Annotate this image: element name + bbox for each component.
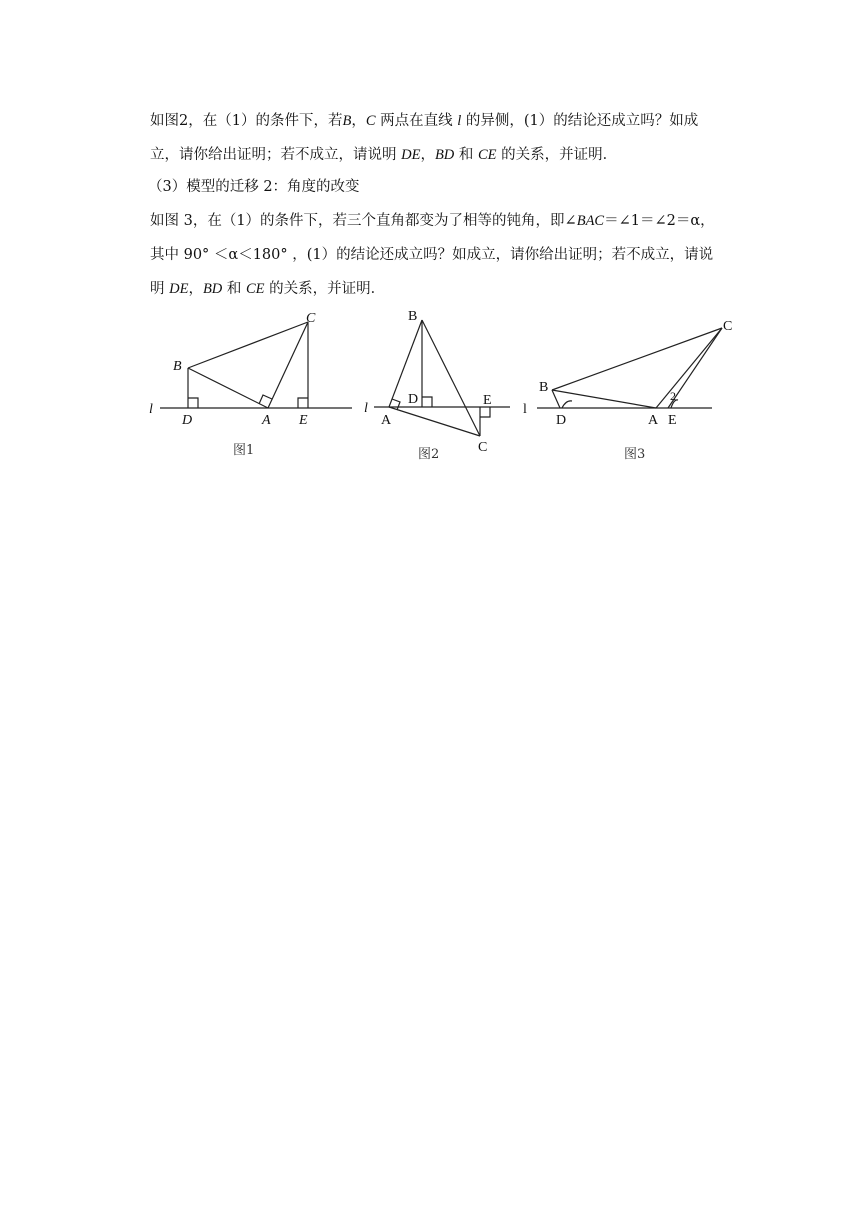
- fig2-label-C: C: [478, 440, 488, 455]
- fig1-label-D: D: [182, 413, 193, 428]
- fig1-right-angle-E: [298, 398, 308, 408]
- fig3-segment-BD: [552, 390, 560, 408]
- fig2-right-angle-E: [480, 407, 490, 417]
- fig3-label-E: E: [668, 413, 677, 428]
- fig3-caption: 图3: [624, 447, 646, 462]
- fig2-segment-AC: [389, 407, 480, 436]
- fig1-caption: 图1: [233, 443, 255, 458]
- paragraph-1: 如图2，在（1）的条件下，若B，C 两点在直线 l 的异侧，(1）的结论还成立吗？如成: [150, 113, 699, 129]
- figure-2: [364, 309, 510, 462]
- fig1-segment-BA: [188, 368, 268, 408]
- fig3-label-C: C: [723, 319, 733, 334]
- figure-3: [523, 319, 732, 462]
- fig3-segment-BA: [552, 390, 656, 408]
- fig1-label-l: l: [149, 402, 153, 417]
- paragraph-2: 立，请你给出证明；若不成立，请说明 DE，BD 和 CE 的关系，并证明．: [150, 147, 618, 163]
- fig2-label-l: l: [364, 401, 368, 416]
- fig3-segment-CE: [668, 328, 722, 408]
- fig3-label-angle-2: 2: [670, 389, 676, 403]
- fig2-caption: 图2: [418, 447, 440, 462]
- fig3-angle-1-arc: [562, 401, 572, 408]
- fig3-label-B: B: [539, 380, 549, 395]
- paragraph-5: 其中 90° ＜α＜180° ，(1）的结论还成立吗？如成立，请你给出证明；若不成立，请说: [150, 247, 714, 263]
- paragraph-6: 明 DE，BD 和 CE 的关系，并证明．: [150, 281, 386, 297]
- fig2-label-B: B: [408, 309, 418, 324]
- fig1-label-B: B: [173, 359, 182, 374]
- fig2-segment-BC: [422, 320, 480, 436]
- paragraph-4: 如图 3，在（1）的条件下，若三个直角都变为了相等的钝角，即∠BAC＝∠1＝∠2＝α，: [150, 213, 715, 229]
- fig3-label-l: l: [523, 402, 527, 417]
- fig1-right-angle-D: [188, 398, 198, 408]
- figure-1: [149, 311, 352, 458]
- fig3-label-A: A: [648, 413, 659, 428]
- fig1-label-C: C: [306, 311, 316, 326]
- fig2-label-A: A: [381, 413, 392, 428]
- fig2-label-D: D: [408, 392, 419, 407]
- fig3-label-D: D: [556, 413, 567, 428]
- fig1-label-E: E: [299, 413, 308, 428]
- fig2-right-angle-D: [422, 397, 432, 407]
- fig1-label-A: A: [262, 413, 271, 428]
- fig2-label-E: E: [483, 393, 492, 408]
- section-3-heading: （3）模型的迁移 2：角度的改变: [148, 179, 360, 195]
